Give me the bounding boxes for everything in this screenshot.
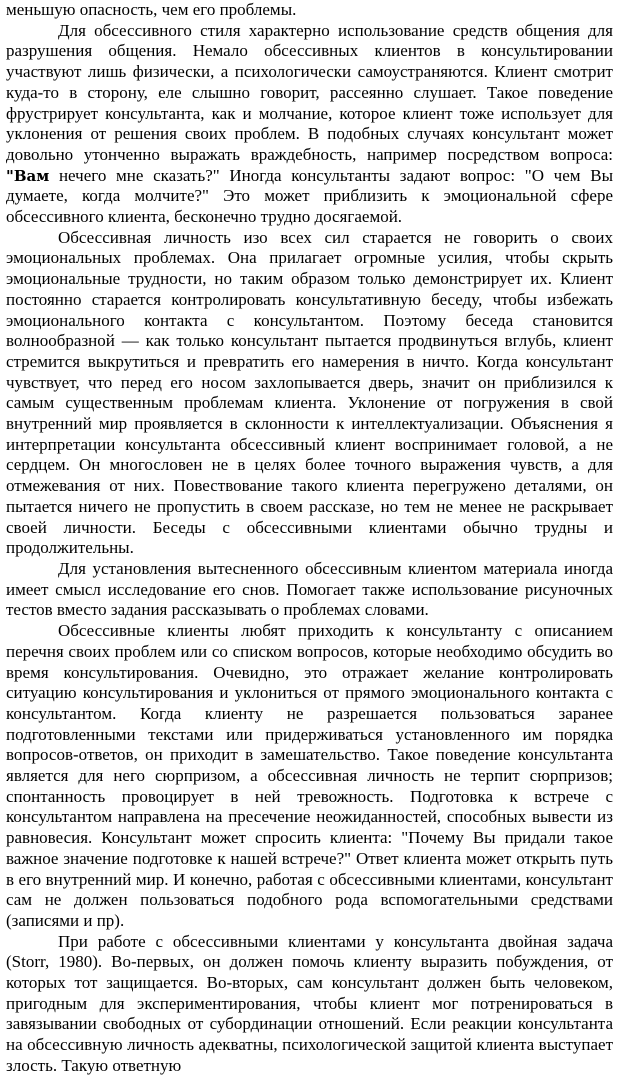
paragraph-1: меньшую опасность, чем его проблемы. (6, 0, 297, 19)
paragraph-2-text-a: Для обсессивного стиля характерно использование средств общения для разрушения общения. Немало обсессивных клиентов в консультировании участвуют лишь физически, а психологически самоустраняются. Клиент смотрит куда-то в сторону, еле слышно говорит, рассеянно слушает. Такое поведение фрустрирует консультанта, как и молчание, которое клиент тоже использует для уклонения от решения своих проблем. В подобных случаях консультант может довольно утонченно выражать враждебность, например посредством вопроса: (6, 20, 613, 164)
document-body (6, 0, 613, 1077)
paragraph-3: Обсессивная личность изо всех сил старается не говорить о своих эмоциональных проблемах. Она прилагает огромные усилия, чтобы скрыть эмоциональные трудности, но таким образом только демонстрирует их. Клиент постоянно старается контролировать консультативную беседу, чтобы избежать эмоционального контакта с консультантом. Поэтому беседа становится волнообразной — как только консультант пытается продвинуться вглубь, клиент стремится выкрутиться и превратить его намерения в ничто. Когда консультант чувствует, что перед его носом захлопывается дверь, значит он приблизился к самым существенным проблемам клиента. Уклонение от погружения в свой внутренний мир проявляется в склонности к интеллектуализации. Объяснения я интерпретации консультанта обсессивный клиент воспринимает головой, а не сердцем. Он многословен не в целях более точного выражения чувств, а для отмежевания от них. Повествование такого клиента перегружено деталями, он пытается ничего не пропустить в своем рассказе, но тем не менее не раскрывает своей личности. Беседы с обсессивными клиентами обычно трудны и продолжительны. (6, 227, 613, 558)
paragraph-2 (6, 21, 613, 228)
paragraph-2-bold-word: "Вам (6, 166, 50, 185)
paragraph-2-text-b: нечего мне сказать?" Иногда консультанты задают вопрос: "О чем Вы думаете, когда молчите?" Это может приблизить к эмоциональной сфере обсессивного клиента, бесконечно трудно досягаемой. (6, 165, 613, 227)
paragraph-5: Обсессивные клиенты любят приходить к консультанту с описанием перечня своих проблем или со списком вопросов, которые необходимо обсудить во время консультирования. Очевидно, это отражает желание контролировать ситуацию консультирования и уклониться от прямого эмоционального контакта с консультантом. Когда клиенту не разрешается пользоваться заранее подготовленными текстами или придерживаться установленного им порядка вопросов-ответов, он приходит в замешательство. Такое поведение консультанта является для него сюрпризом, а обсессивная личность не терпит сюрпризов; спонтанность провоцирует в ней тревожность. Подготовка к встрече с консультантом направлена на пресечение неожиданностей, способных вывести из равновесия. Консультант может спросить клиента: "Почему Вы придали такое важное значение подготовке к нашей встрече?" Ответ клиента может открыть путь в его внутренний мир. И конечно, работая с обсессивными клиентами, консультант сам не должен пользоваться подобного рода вспомогательными средствами (записями и пр). (6, 621, 613, 930)
paragraph-4: Для установления вытесненного обсессивным клиентом материала иногда имеет смысл исследование его снов. Помогает также использование рисуночных тестов вместо задания рассказывать о проблемах словами. (6, 558, 613, 620)
paragraph-6: При работе с обсессивными клиентами у консультанта двойная задача (Storr, 1980). Во-первых, он должен помочь клиенту выразить побуждения, от которых тот защищается. Во-вторых, сам консультант должен быть человеком, пригодным для экспериментирования, чтобы клиент мог потренироваться в завязывании свободных от субординации отношений. Если реакции консультанта на обсессивную личность адекватны, психологической защитой клиента выступает злость. Такую ответную (6, 931, 613, 1075)
